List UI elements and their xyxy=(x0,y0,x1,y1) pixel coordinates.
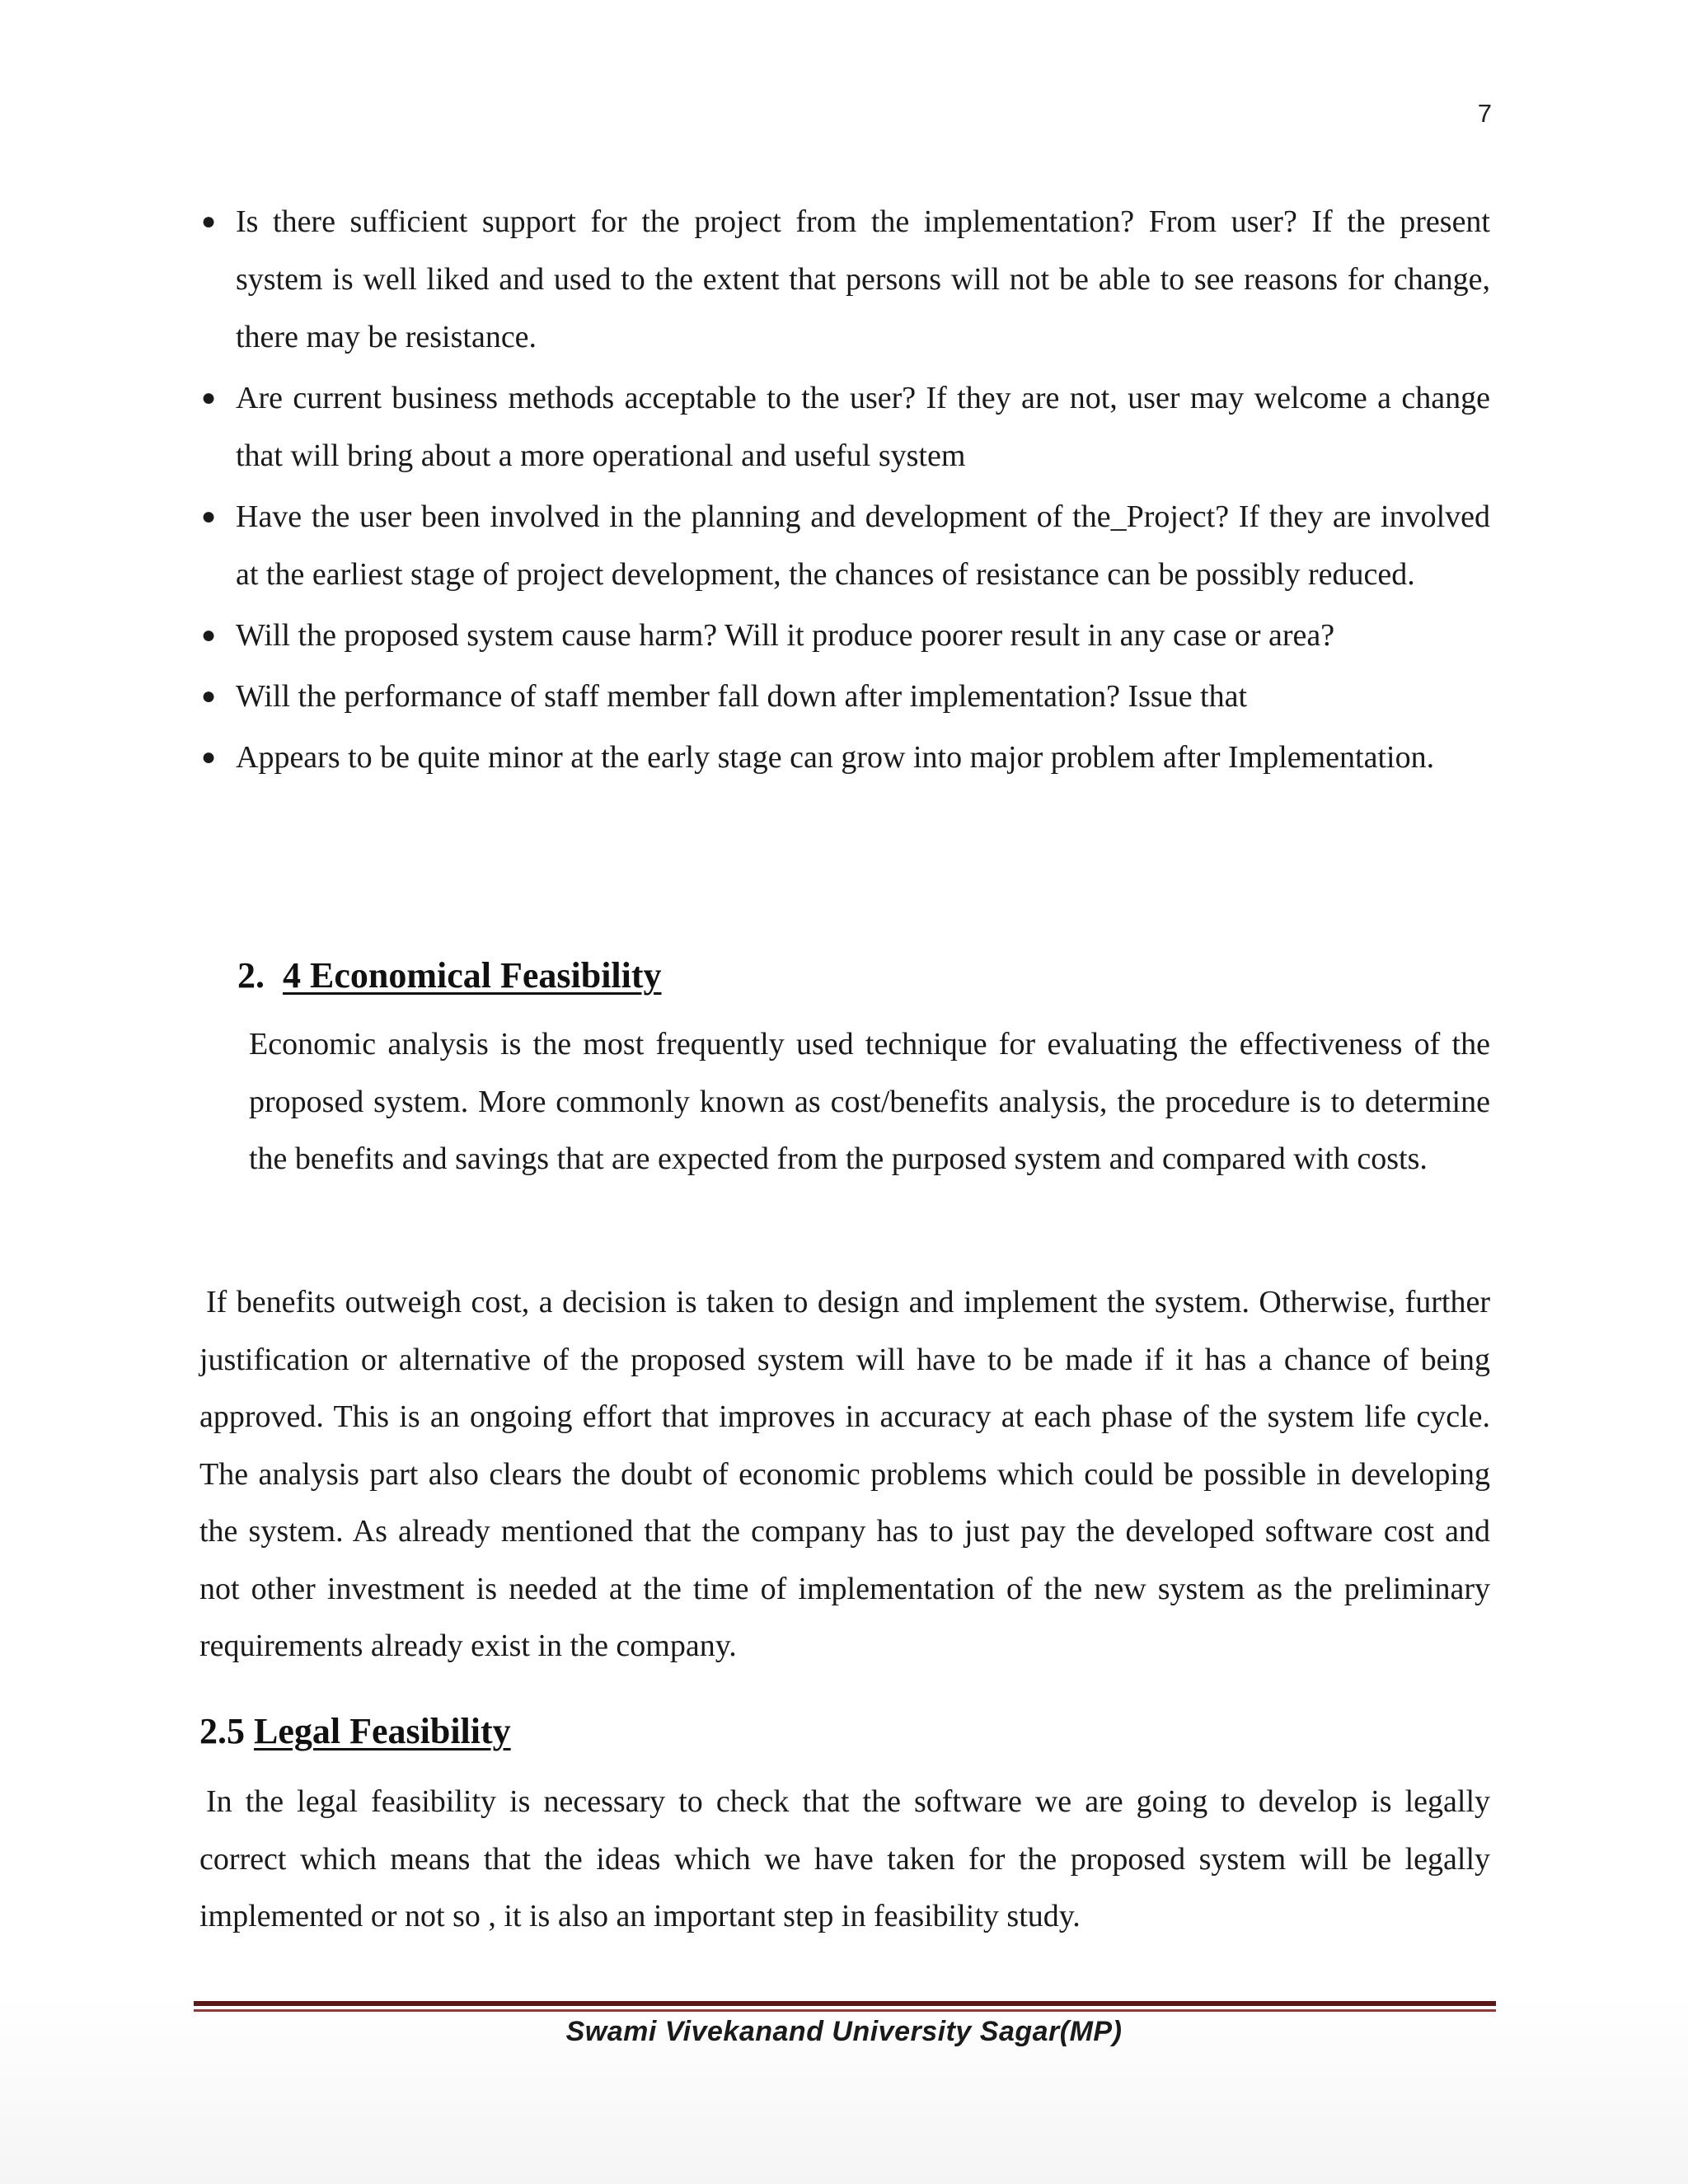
list-item xyxy=(198,668,1490,725)
footer-text: Swami Vivekanand University Sagar(MP) xyxy=(565,2016,1123,2047)
bullet-icon: ● xyxy=(201,682,217,710)
economic-paragraph-2: If benefits outweigh cost, a decision is taken to design and implement the system. Otherwise, further justification or alternative of the proposed system will have to be made if it has a chance of being approved. This is an ongoing effort that improves in accuracy at each phase of the system life cycle. The analysis part also clears the doubt of economic problems which could be possible in developing the system. As already mentioned that the company has to just pay the developed software cost and not other investment is needed at the time of implementation of the new system as the preliminary requirements already exist in the company. xyxy=(199,1285,1490,1663)
bullet-icon: ● xyxy=(201,503,217,530)
bullet-icon: ● xyxy=(201,621,217,649)
section-title: 4 Economical Feasibility xyxy=(283,955,662,996)
list-item xyxy=(198,369,1490,485)
bullet-icon: ● xyxy=(201,384,217,411)
economic-paragraph-1: Economic analysis is the most frequently used technique for evaluating the effectiveness of the proposed system. More commonly known as cost/benefits analysis, the procedure is to determine the benefits and savings that are expected from the purposed system and compared with costs. xyxy=(249,1027,1490,1176)
list-item-text: Is there sufficient support for the project from the implementation? From user? If the present system is well liked and used to the extent that persons will not be able to see reasons for change, there may be resistance. xyxy=(236,204,1490,354)
footer-rule-thick xyxy=(194,2001,1496,2006)
page-number: 7 xyxy=(1477,99,1492,128)
list-item-text: Have the user been involved in the planning and development of the_Project? If they are involved at the earliest stage of project development, the chances of resistance can be possibly reduced. xyxy=(236,499,1490,592)
list-item xyxy=(198,607,1490,664)
list-item-text: Will the proposed system cause harm? Will it produce poorer result in any case or area? xyxy=(236,618,1335,653)
footer-rule-thin xyxy=(194,2009,1496,2012)
list-item xyxy=(198,729,1490,786)
legal-paragraph: In the legal feasibility is necessary to check that the software we are going to develop is legally correct which means that the ideas which we have taken for the proposed system will be legally implemented or not so , it is also an important step in feasibility study. xyxy=(199,1784,1490,1933)
list-item xyxy=(198,193,1490,366)
bullet-icon: ● xyxy=(201,743,217,771)
section-title: Legal Feasibility xyxy=(254,1711,511,1751)
section-number: 2. xyxy=(237,955,265,996)
section-number: 2.5 xyxy=(199,1711,245,1751)
list-item-text: Appears to be quite minor at the early stage can grow into major problem after Implementation. xyxy=(236,740,1435,775)
section-heading-legal xyxy=(199,1710,511,1752)
list-item xyxy=(198,488,1490,603)
list-item-text: Will the performance of staff member fall down after implementation? Issue that xyxy=(236,679,1248,714)
section-heading-economic xyxy=(237,954,662,996)
bullet-list xyxy=(198,193,1490,790)
list-item-text: Are current business methods acceptable to the user? If they are not, user may welcome a change that will bring about a more operational and useful system xyxy=(236,381,1490,473)
bullet-icon: ● xyxy=(201,208,217,235)
